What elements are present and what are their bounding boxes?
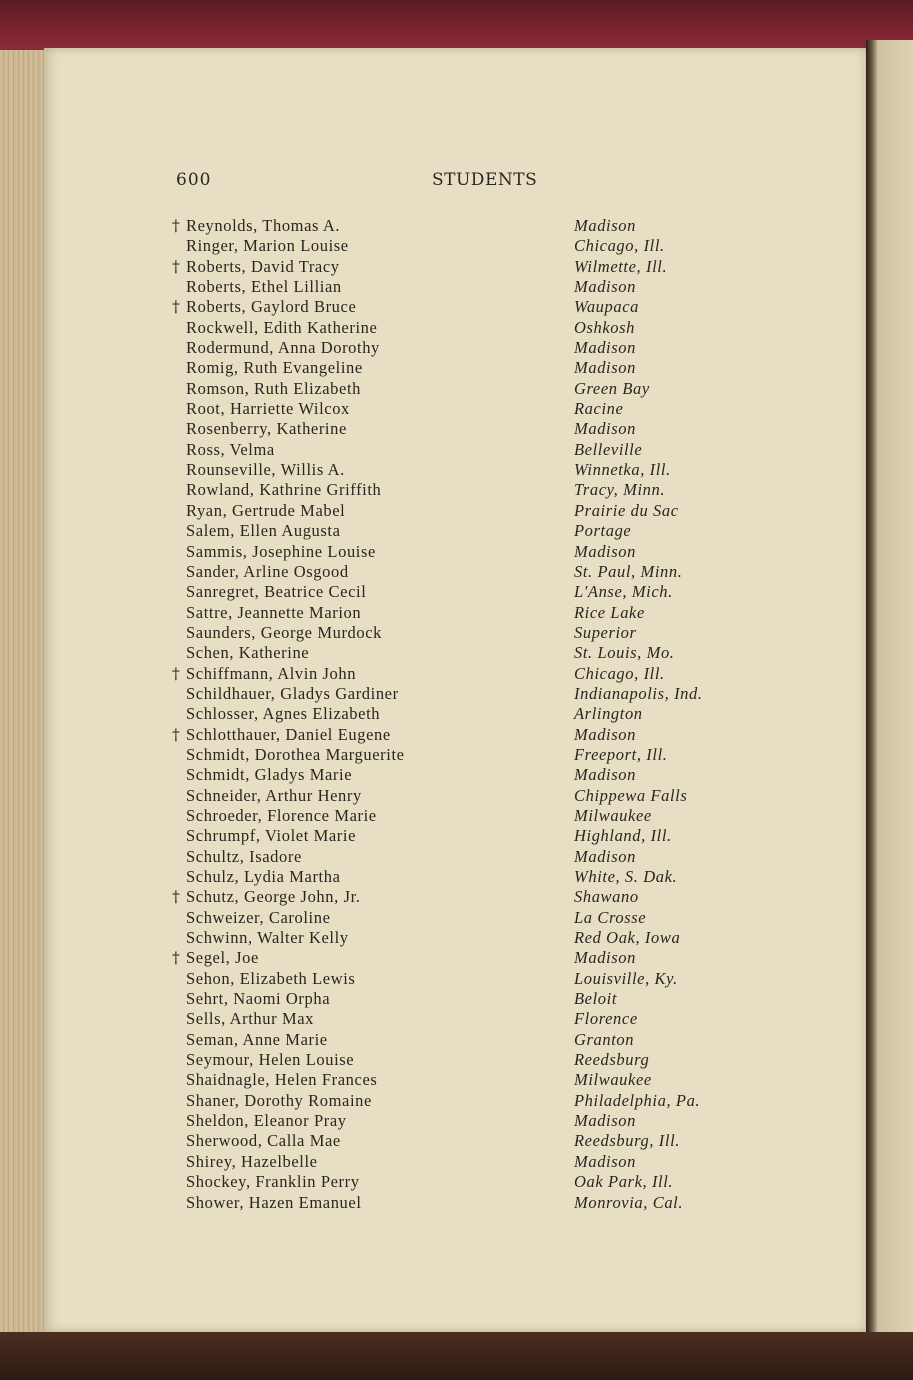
dagger-mark: †	[172, 949, 180, 968]
student-name: Salem, Ellen Augusta	[186, 521, 341, 541]
list-item	[168, 501, 768, 521]
student-name: Ross, Velma	[186, 439, 275, 459]
list-item	[168, 1070, 768, 1090]
list-item	[168, 623, 768, 643]
student-hometown: Indianapolis, Ind.	[574, 683, 703, 703]
dagger-mark: †	[172, 725, 180, 744]
list-item	[168, 379, 768, 399]
student-name: Root, Harriette Wilcox	[186, 399, 350, 419]
student-name: Rodermund, Anna Dorothy	[186, 338, 380, 358]
student-hometown: Prairie du Sac	[574, 500, 679, 520]
student-name: Reynolds, Thomas A.	[186, 216, 341, 235]
student-hometown: White, S. Dak.	[574, 867, 678, 886]
list-item	[168, 664, 768, 684]
student-name: Seman, Anne Marie	[186, 1029, 328, 1049]
list-item	[168, 908, 768, 928]
student-hometown: Milwaukee	[574, 1070, 652, 1090]
student-hometown: Chicago, Ill.	[574, 236, 665, 256]
list-item	[168, 1172, 768, 1192]
dagger-mark: †	[172, 888, 180, 907]
student-hometown: Portage	[574, 521, 632, 541]
student-hometown: Madison	[574, 846, 636, 866]
student-hometown: Red Oak, Iowa	[574, 928, 681, 948]
list-item	[168, 338, 768, 358]
dagger-mark: †	[172, 298, 180, 317]
student-hometown: Rice Lake	[574, 602, 645, 622]
student-hometown: Madison	[574, 338, 636, 358]
student-hometown: L'Anse, Mich.	[574, 582, 673, 602]
list-item	[168, 928, 768, 948]
student-hometown: Madison	[574, 216, 636, 235]
student-name: Shaner, Dorothy Romaine	[186, 1090, 372, 1110]
student-name: Schmidt, Dorothea Marguerite	[186, 744, 405, 764]
student-name: Sherwood, Calla Mae	[186, 1131, 341, 1151]
student-hometown: Beloit	[574, 989, 618, 1009]
student-name: Schiffmann, Alvin John	[186, 663, 357, 683]
student-hometown: Madison	[574, 419, 636, 439]
book-cover-edge	[0, 0, 913, 52]
student-name: Schrumpf, Violet Marie	[186, 826, 356, 846]
student-list	[168, 216, 768, 1213]
list-item	[168, 1030, 768, 1050]
page-number: 600	[176, 170, 212, 190]
student-hometown: Winnetka, Ill.	[574, 460, 671, 480]
student-name: Schulz, Lydia Martha	[186, 867, 341, 886]
student-hometown: Madison	[574, 358, 636, 378]
student-name: Roberts, David Tracy	[186, 256, 340, 276]
student-name: Segel, Joe	[186, 948, 259, 968]
student-hometown: Oshkosh	[574, 317, 636, 337]
list-item	[168, 480, 768, 500]
list-item	[168, 277, 768, 297]
list-item	[168, 542, 768, 562]
student-name: Shockey, Franklin Perry	[186, 1172, 360, 1192]
student-name: Schen, Katherine	[186, 643, 310, 663]
student-name: Shower, Hazen Emanuel	[186, 1192, 362, 1212]
student-name: Rounseville, Willis A.	[186, 460, 345, 480]
list-item	[168, 867, 768, 887]
student-name: Romig, Ruth Evangeline	[186, 358, 363, 378]
student-name: Romson, Ruth Elizabeth	[186, 378, 361, 398]
student-name: Schneider, Arthur Henry	[186, 785, 362, 805]
student-name: Sells, Arthur Max	[186, 1009, 314, 1029]
dagger-mark: †	[172, 217, 180, 235]
student-hometown: Madison	[574, 541, 636, 561]
student-name: Saunders, George Murdock	[186, 622, 383, 642]
student-name: Shirey, Hazelbelle	[186, 1151, 318, 1171]
student-name: Sehrt, Naomi Orpha	[186, 989, 331, 1009]
student-hometown: Tracy, Minn.	[574, 480, 666, 500]
student-hometown: Madison	[574, 1151, 636, 1171]
student-hometown: St. Paul, Minn.	[574, 561, 683, 581]
student-hometown: Wilmette, Ill.	[574, 256, 668, 276]
student-hometown: Madison	[574, 948, 636, 968]
list-item	[168, 1091, 768, 1111]
student-hometown: Philadelphia, Pa.	[574, 1090, 701, 1110]
student-name: Schutz, George John, Jr.	[186, 887, 361, 907]
student-hometown: Green Bay	[574, 378, 650, 398]
list-item	[168, 684, 768, 704]
list-item	[168, 460, 768, 480]
student-name: Ringer, Marion Louise	[186, 236, 349, 256]
list-item	[168, 297, 768, 317]
student-hometown: Reedsburg	[574, 1050, 650, 1070]
facing-page-edge	[866, 40, 913, 1340]
student-name: Rockwell, Edith Katherine	[186, 317, 378, 337]
list-item	[168, 1193, 768, 1213]
student-hometown: Madison	[574, 277, 636, 297]
student-hometown: Granton	[574, 1029, 635, 1049]
student-hometown: Superior	[574, 622, 637, 642]
student-name: Schmidt, Gladys Marie	[186, 765, 353, 785]
list-item	[168, 826, 768, 846]
student-name: Schultz, Isadore	[186, 846, 302, 866]
student-hometown: Arlington	[574, 704, 643, 724]
dagger-mark: †	[172, 664, 180, 683]
list-item	[168, 236, 768, 256]
list-item	[168, 603, 768, 623]
student-name: Sheldon, Eleanor Pray	[186, 1111, 347, 1131]
list-item	[168, 745, 768, 765]
list-item	[168, 1050, 768, 1070]
student-name: Shaidnagle, Helen Frances	[186, 1070, 378, 1090]
list-item	[168, 562, 768, 582]
list-item	[168, 765, 768, 785]
student-name: Ryan, Gertrude Mabel	[186, 500, 346, 520]
list-item	[168, 948, 768, 968]
student-name: Sanregret, Beatrice Cecil	[186, 582, 367, 602]
list-item	[168, 521, 768, 541]
list-item	[168, 786, 768, 806]
student-name: Schwinn, Walter Kelly	[186, 928, 349, 948]
student-name: Sammis, Josephine Louise	[186, 541, 376, 561]
student-hometown: Madison	[574, 724, 636, 744]
student-name: Rowland, Kathrine Griffith	[186, 480, 382, 500]
student-hometown: Florence	[574, 1009, 638, 1029]
student-name: Sehon, Elizabeth Lewis	[186, 968, 356, 988]
list-item	[168, 419, 768, 439]
student-hometown: Highland, Ill.	[574, 826, 672, 846]
student-name: Schroeder, Florence Marie	[186, 805, 377, 825]
list-item	[168, 1131, 768, 1151]
student-name: Roberts, Gaylord Bruce	[186, 297, 357, 317]
list-item	[168, 358, 768, 378]
book-bottom-edge	[0, 1332, 913, 1380]
list-item	[168, 643, 768, 663]
student-hometown: Freeport, Ill.	[574, 744, 668, 764]
student-hometown: La Crosse	[574, 907, 647, 927]
list-item	[168, 806, 768, 826]
list-item	[168, 704, 768, 724]
student-hometown: Racine	[574, 399, 624, 419]
list-item	[168, 440, 768, 460]
student-hometown: Monrovia, Cal.	[574, 1192, 684, 1212]
student-hometown: Chicago, Ill.	[574, 663, 665, 683]
list-item	[168, 399, 768, 419]
student-name: Schweizer, Caroline	[186, 907, 331, 927]
list-item	[168, 1009, 768, 1029]
student-name: Rosenberry, Katherine	[186, 419, 347, 439]
student-hometown: Belleville	[574, 439, 643, 459]
list-item	[168, 969, 768, 989]
page-header	[0, 170, 913, 194]
list-item	[168, 257, 768, 277]
list-item	[168, 989, 768, 1009]
page-stack-edge	[0, 50, 48, 1340]
student-hometown: Reedsburg, Ill.	[574, 1131, 680, 1151]
list-item	[168, 216, 768, 236]
list-item	[168, 725, 768, 745]
list-item	[168, 318, 768, 338]
student-name: Schlosser, Agnes Elizabeth	[186, 704, 381, 724]
student-name: Schildhauer, Gladys Gardiner	[186, 683, 399, 703]
dagger-mark: †	[172, 257, 180, 276]
list-item	[168, 1152, 768, 1172]
student-name: Schlotthauer, Daniel Eugene	[186, 724, 391, 744]
student-hometown: Shawano	[574, 887, 639, 907]
student-name: Sander, Arline Osgood	[186, 561, 349, 581]
list-item	[168, 582, 768, 602]
student-name: Seymour, Helen Louise	[186, 1050, 355, 1070]
student-name: Roberts, Ethel Lillian	[186, 277, 342, 297]
student-hometown: Chippewa Falls	[574, 785, 688, 805]
student-hometown: Madison	[574, 765, 636, 785]
student-name: Sattre, Jeannette Marion	[186, 602, 362, 622]
student-hometown: Milwaukee	[574, 805, 652, 825]
list-item	[168, 887, 768, 907]
running-head: STUDENTS	[432, 170, 538, 190]
list-item	[168, 1111, 768, 1131]
student-hometown: Waupaca	[574, 297, 640, 317]
list-item	[168, 847, 768, 867]
student-hometown: St. Louis, Mo.	[574, 643, 675, 663]
student-hometown: Madison	[574, 1111, 636, 1131]
student-hometown: Oak Park, Ill.	[574, 1172, 674, 1192]
student-hometown: Louisville, Ky.	[574, 968, 678, 988]
